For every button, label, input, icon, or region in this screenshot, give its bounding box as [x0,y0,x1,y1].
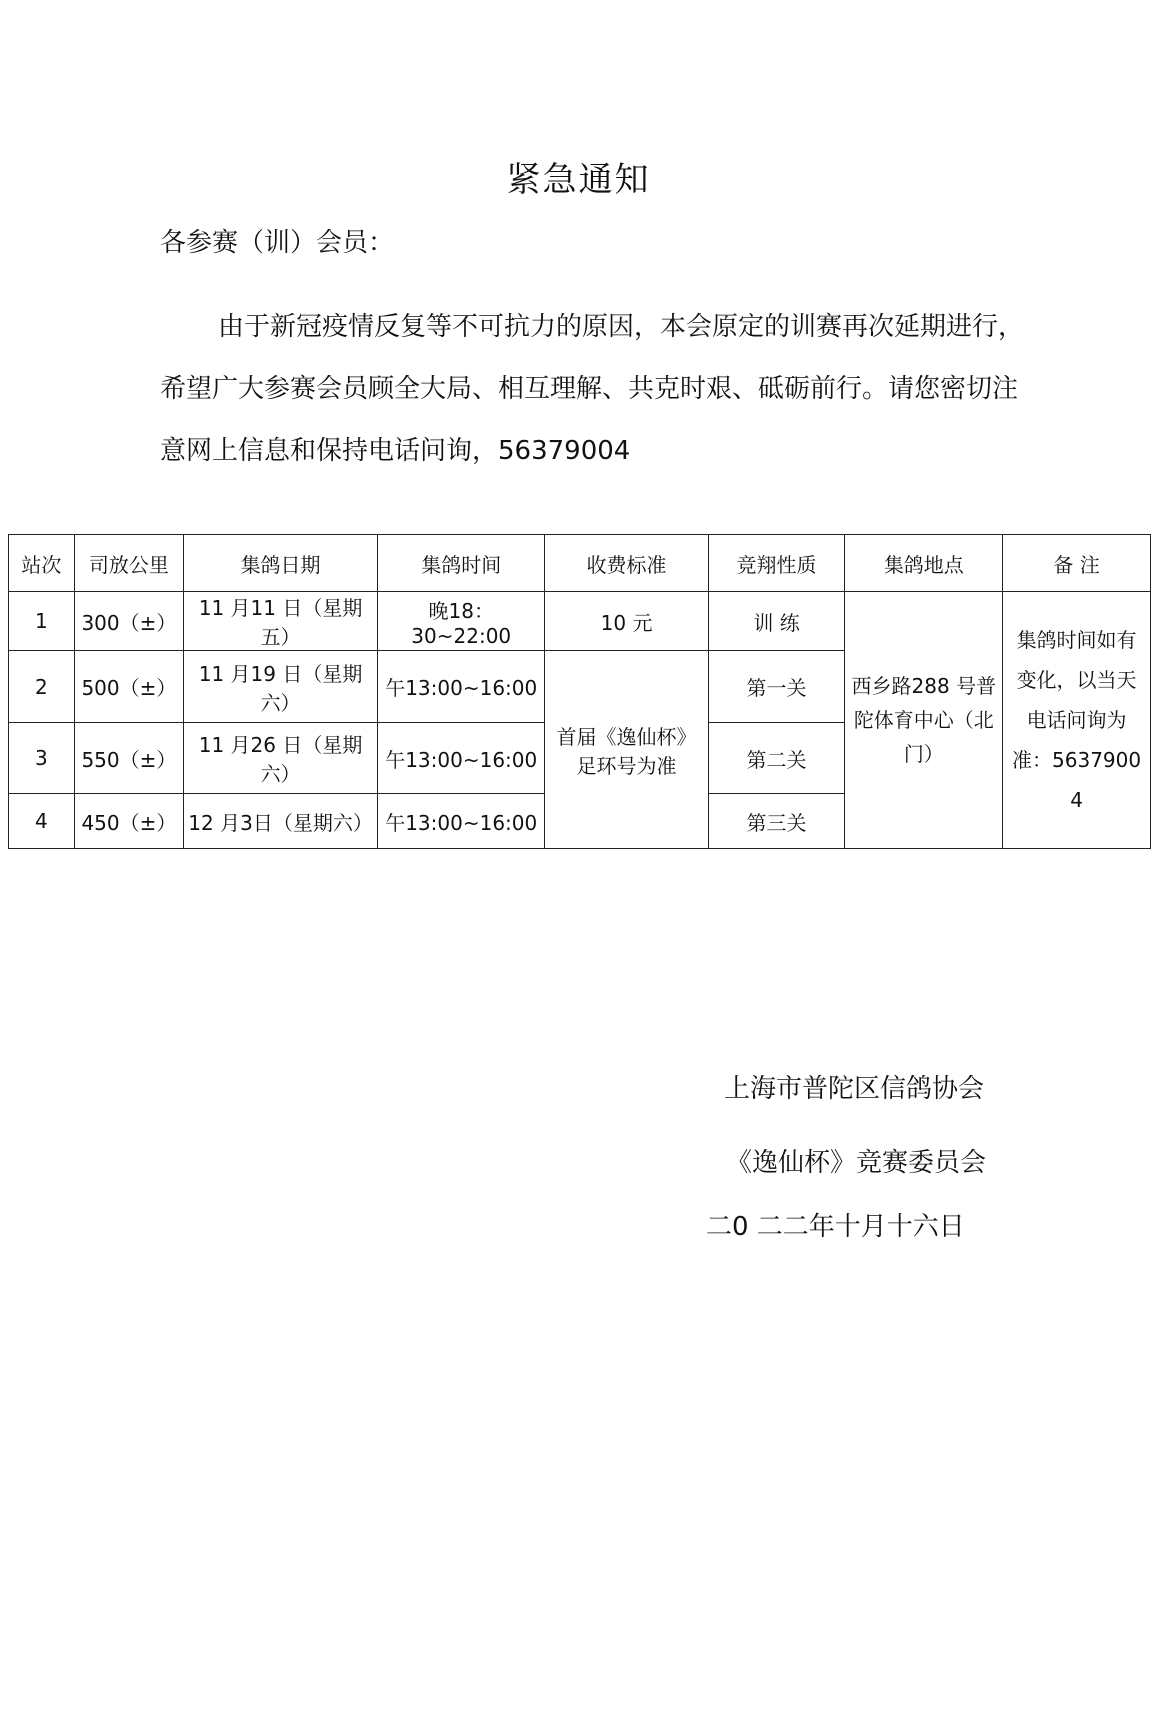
header-distance: 司放公里 [74,535,183,592]
cell-nature: 第一关 [708,651,845,723]
signature-date: 二0 二二年十月十六日 [706,1212,965,1242]
greeting: 各参赛（训）会员： [160,228,395,258]
table-header-row [9,535,1151,592]
cell-date: 12 月3日（星期六） [184,794,378,849]
cell-nature: 第二关 [708,723,845,794]
cell-note: 集鸽时间如有变化，以当天电话问询为准：56379004 [1003,592,1151,849]
header-date: 集鸽日期 [184,535,378,592]
cell-station: 4 [9,794,75,849]
notice-body: 由于新冠疫情反复等不可抗力的原因，本会原定的训赛再次延期进行，希望广大参赛会员顾全大局、相互理解、共克时艰、砥砺前行。请您密切注意网上信息和保持电话问询，56379004 [160,312,1025,466]
cell-station: 2 [9,651,75,723]
cell-distance: 550（±） [74,723,183,794]
signature-committee: 《逸仙杯》竞赛委员会 [726,1148,987,1178]
cell-time: 午13:00~16:00 [377,723,545,794]
cell-distance: 300（±） [74,592,183,651]
header-venue: 集鸽地点 [845,535,1003,592]
header-nature: 竞翔性质 [708,535,845,592]
cell-distance: 500（±） [74,651,183,723]
cell-time: 午13:00~16:00 [377,794,545,849]
header-note: 备 注 [1003,535,1151,592]
header-station: 站次 [9,535,75,592]
table-row [9,592,1151,651]
cell-time: 午13:00~16:00 [377,651,545,723]
header-time: 集鸽时间 [377,535,545,592]
cell-date: 11 月19 日（星期六） [184,651,378,723]
signature-org: 上海市普陀区信鸽协会 [724,1074,985,1104]
header-fee: 收费标准 [545,535,708,592]
cell-fee: 10 元 [545,592,708,651]
cell-distance: 450（±） [74,794,183,849]
cell-time: 晚18：30~22:00 [377,592,545,651]
cell-date: 11 月26 日（星期六） [184,723,378,794]
cell-station: 1 [9,592,75,651]
cell-nature: 第三关 [708,794,845,849]
cell-fee-merged: 首届《逸仙杯》足环号为准 [545,651,708,849]
cell-date: 11 月11 日（星期五） [184,592,378,651]
cell-venue: 西乡路288 号普陀体育中心（北门） [845,592,1003,849]
cell-nature: 训 练 [708,592,845,651]
schedule-table [8,534,1151,849]
page-title: 紧急通知 [506,160,651,200]
cell-station: 3 [9,723,75,794]
